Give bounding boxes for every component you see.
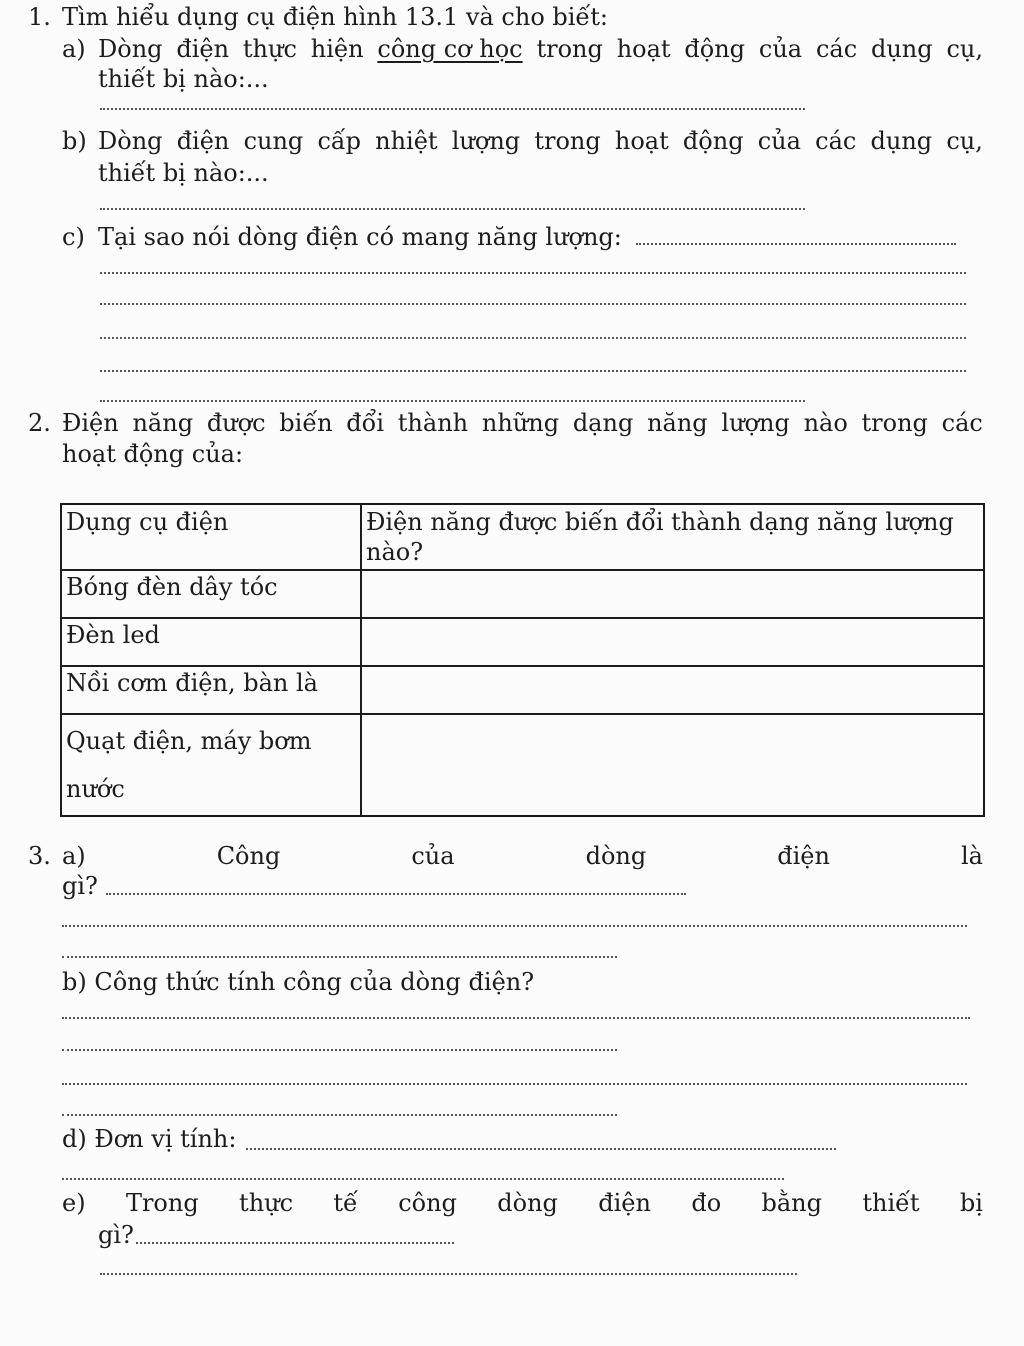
q3a-word: là — [960, 842, 983, 870]
q3e-answer-line[interactable] — [136, 1242, 454, 1244]
device-cell: Quạt điện, máy bơm nước — [61, 714, 361, 816]
q1b-word: cung — [243, 127, 304, 155]
q1c-answer-line[interactable] — [100, 303, 966, 305]
q1c-answer-line[interactable] — [100, 272, 966, 274]
q2-word: năng — [132, 409, 194, 437]
answer-cell[interactable] — [361, 714, 984, 816]
q2-word: các — [941, 409, 983, 437]
q1c-answer-line[interactable] — [636, 243, 956, 245]
q1b-line2: thiết bị nào:... — [98, 159, 269, 187]
q1-title: Tìm hiểu dụng cụ điện hình 13.1 và cho biết: — [62, 3, 608, 31]
q3d-answer-line[interactable] — [246, 1148, 836, 1150]
q3d-text: d) Đơn vị tính: — [62, 1125, 237, 1153]
q1b-word: cụ, — [946, 127, 983, 155]
q3a-word: dòng — [585, 842, 647, 870]
q1b-word: các — [815, 127, 857, 155]
q3e-answer-line[interactable] — [100, 1273, 797, 1275]
table-row — [61, 714, 984, 816]
q3e-word: dòng — [497, 1189, 558, 1217]
q3-number: 3. — [28, 842, 51, 870]
energy-table — [60, 503, 985, 817]
q2-word: đổi — [346, 409, 385, 437]
q3b-text: b) Công thức tính công của dòng điện? — [62, 968, 535, 996]
q1a-underlined-term: công cơ học — [377, 35, 523, 63]
q2-word: được — [206, 409, 266, 437]
q3a-line1 — [62, 843, 983, 869]
q3a-answer-line[interactable] — [106, 893, 686, 895]
q3e-word: e) — [62, 1189, 86, 1217]
q2-word: lượng — [721, 409, 790, 437]
table-row — [61, 666, 984, 714]
q1a-line1 — [98, 36, 983, 62]
q3a-word: của — [411, 842, 455, 870]
q1-number: 1. — [28, 3, 51, 31]
q2-line2: hoạt động của: — [62, 440, 244, 468]
answer-cell[interactable] — [361, 570, 984, 618]
q1b-word: dụng — [870, 127, 933, 155]
q3e-word: bằng — [761, 1189, 822, 1217]
q1b-word: động — [682, 127, 744, 155]
q3e-word: Trong — [125, 1189, 199, 1217]
q1a-word: các — [815, 35, 858, 63]
q1b-prefix: b) — [62, 127, 87, 155]
table-row — [61, 618, 984, 666]
q2-word: những — [481, 409, 560, 437]
device-cell: Bóng đèn dây tóc — [61, 570, 361, 618]
q1b-word: trong — [534, 127, 601, 155]
q1b-word: cấp — [317, 127, 361, 155]
q3a-word: a) — [62, 842, 86, 870]
q2-word: trong — [861, 409, 928, 437]
q1a-word: hoạt — [616, 35, 671, 63]
header-device: Dụng cụ điện — [61, 504, 361, 570]
device-cell: Nồi cơm điện, bàn là — [61, 666, 361, 714]
q1a-word: dụng — [870, 35, 933, 63]
q2-word: thành — [397, 409, 469, 437]
q2-line1 — [62, 410, 983, 436]
q3e-line1 — [62, 1190, 983, 1216]
q1b-word: điện — [176, 127, 230, 155]
q1a-word: thực — [242, 35, 297, 63]
q1a-line2: thiết bị nào:... — [98, 65, 269, 93]
q1c-answer-line[interactable] — [100, 370, 966, 372]
q3e-word: đo — [691, 1189, 722, 1217]
table-row — [61, 570, 984, 618]
q3b-answer-line[interactable] — [62, 1017, 970, 1019]
q1b-line1 — [98, 128, 983, 154]
q3a-answer-line[interactable] — [62, 956, 617, 958]
q1a-word: hiện — [310, 35, 364, 63]
q1a-word: Dòng — [98, 35, 163, 63]
q3a-line2: gì? — [62, 872, 98, 900]
q1b-word: nhiệt — [375, 127, 438, 155]
q1b-word: của — [757, 127, 801, 155]
q1a-word: cụ, — [946, 35, 983, 63]
q2-word: biến — [279, 409, 333, 437]
q2-word: dạng — [572, 409, 634, 437]
q1c-prefix: c) — [62, 223, 85, 251]
table-header-row — [61, 504, 984, 570]
header-energy-form: Điện năng được biến đổi thành dạng năng lượng nào? — [361, 504, 984, 570]
q3b-answer-line[interactable] — [62, 1083, 967, 1085]
q3e-word: điện — [598, 1189, 651, 1217]
q3e-line2: gì? — [98, 1221, 134, 1249]
q2-number: 2. — [28, 409, 51, 437]
device-cell: Đèn led — [61, 618, 361, 666]
q1a-prefix: a) — [62, 35, 86, 63]
q1a-word: trong — [536, 35, 603, 63]
q3a-word: điện — [777, 842, 830, 870]
q3e-word: tế — [333, 1189, 358, 1217]
q3e-word: thiết — [862, 1189, 920, 1217]
q3e-word: thực — [239, 1189, 294, 1217]
q1a-word: của — [758, 35, 803, 63]
q1b-answer-line[interactable] — [100, 208, 805, 210]
q3b-answer-line[interactable] — [62, 1049, 617, 1051]
q1c-answer-line[interactable] — [100, 337, 966, 339]
q3e-word: công — [398, 1189, 457, 1217]
q3e-word: bị — [959, 1189, 983, 1217]
q1c-answer-line[interactable] — [100, 400, 805, 402]
q1b-word: hoạt — [614, 127, 669, 155]
q3a-answer-line[interactable] — [62, 925, 967, 927]
answer-cell[interactable] — [361, 618, 984, 666]
q1c-text: Tại sao nói dòng điện có mang năng lượng: — [98, 223, 622, 251]
q1a-answer-line[interactable] — [100, 108, 805, 110]
q1a-word: điện — [176, 35, 230, 63]
q3d-answer-line[interactable] — [62, 1178, 784, 1180]
q1b-word: Dòng — [98, 127, 163, 155]
q3a-word: Công — [216, 842, 281, 870]
q2-word: năng — [647, 409, 708, 437]
q1a-word: động — [684, 35, 746, 63]
q1b-word: lượng — [451, 127, 521, 155]
q3b-answer-line[interactable] — [62, 1114, 617, 1116]
answer-cell[interactable] — [361, 666, 984, 714]
q2-word: nào — [803, 409, 848, 437]
q2-word: Điện — [62, 409, 119, 437]
